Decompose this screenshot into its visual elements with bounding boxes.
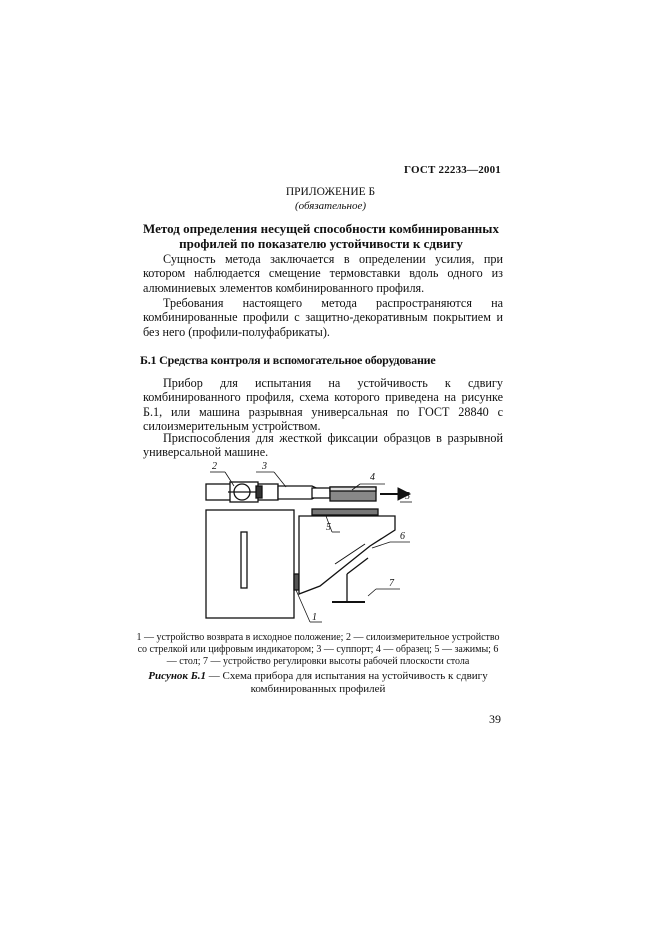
- base-cabinet: [206, 510, 294, 618]
- paragraph-fixtures: [143, 431, 503, 460]
- figure-legend: 1 — устройство возврата в исходное положение; 2 — силоизмерительное устройство со стрелкой или цифровым индикатором; 3 — суппорт; 4 — образец; 5 — зажимы; 6 — стол; 7 — устройство регулировки высоты рабочей плоскости стола: [136, 632, 500, 667]
- clamp: [312, 509, 378, 515]
- label-5-clamp: 5: [326, 522, 331, 533]
- standard-header: ГОСТ 22233—2001: [404, 164, 501, 176]
- apparatus-diagram: [200, 462, 425, 637]
- section-heading: Б.1 Средства контроля и вспомогательное оборудование: [140, 353, 436, 367]
- indicator-slot: [241, 532, 247, 588]
- label-1: 1: [312, 612, 317, 623]
- label-3: 3: [262, 462, 267, 472]
- figure-caption-text: — Схема прибора для испытания на устойчивость к сдвигу комбинированных профилей: [206, 670, 488, 695]
- paragraph-fixtures-text: Приспособления для жесткой фиксации образцов в разрывной универсальной машине.: [143, 431, 503, 460]
- paragraph-scope-text: Требования настоящего метода распространяются на комбинированные профили с защитно-декоративным покрытием и без него (профили-полуфабрикаты).: [143, 296, 503, 339]
- method-title: Метод определения несущей способности комбинированных профилей по показателю устойчивости к сдвигу: [143, 221, 499, 251]
- label-7: 7: [389, 578, 394, 589]
- label-2: 2: [212, 462, 217, 472]
- paragraph-device: [143, 376, 503, 434]
- paragraph-scope: [143, 296, 503, 339]
- figure-caption-label: Рисунок Б.1: [148, 670, 206, 682]
- paragraph-essence: [143, 252, 503, 295]
- page-number: 39: [489, 712, 501, 726]
- paragraph-essence-text: Сущность метода заключается в определении усилия, при котором наблюдается смещение термовставки вдоль одного из алюминиевых элементов комбинированного профиля.: [143, 252, 503, 295]
- label-4: 4: [370, 472, 375, 483]
- appendix-title: ПРИЛОЖЕНИЕ Б: [285, 186, 376, 198]
- return-device: [294, 574, 299, 590]
- figure-caption: [132, 670, 504, 696]
- label-5-arrow: 5: [405, 491, 410, 502]
- paragraph-device-text: Прибор для испытания на устойчивость к сдвигу комбинированного профиля, схема которого приведена на рисунке Б.1, или машина разрывная универсальная по ГОСТ 28840 с силоизмерительным устройством.: [143, 376, 503, 434]
- appendix-note: (обязательное): [294, 200, 367, 212]
- label-6: 6: [400, 531, 405, 542]
